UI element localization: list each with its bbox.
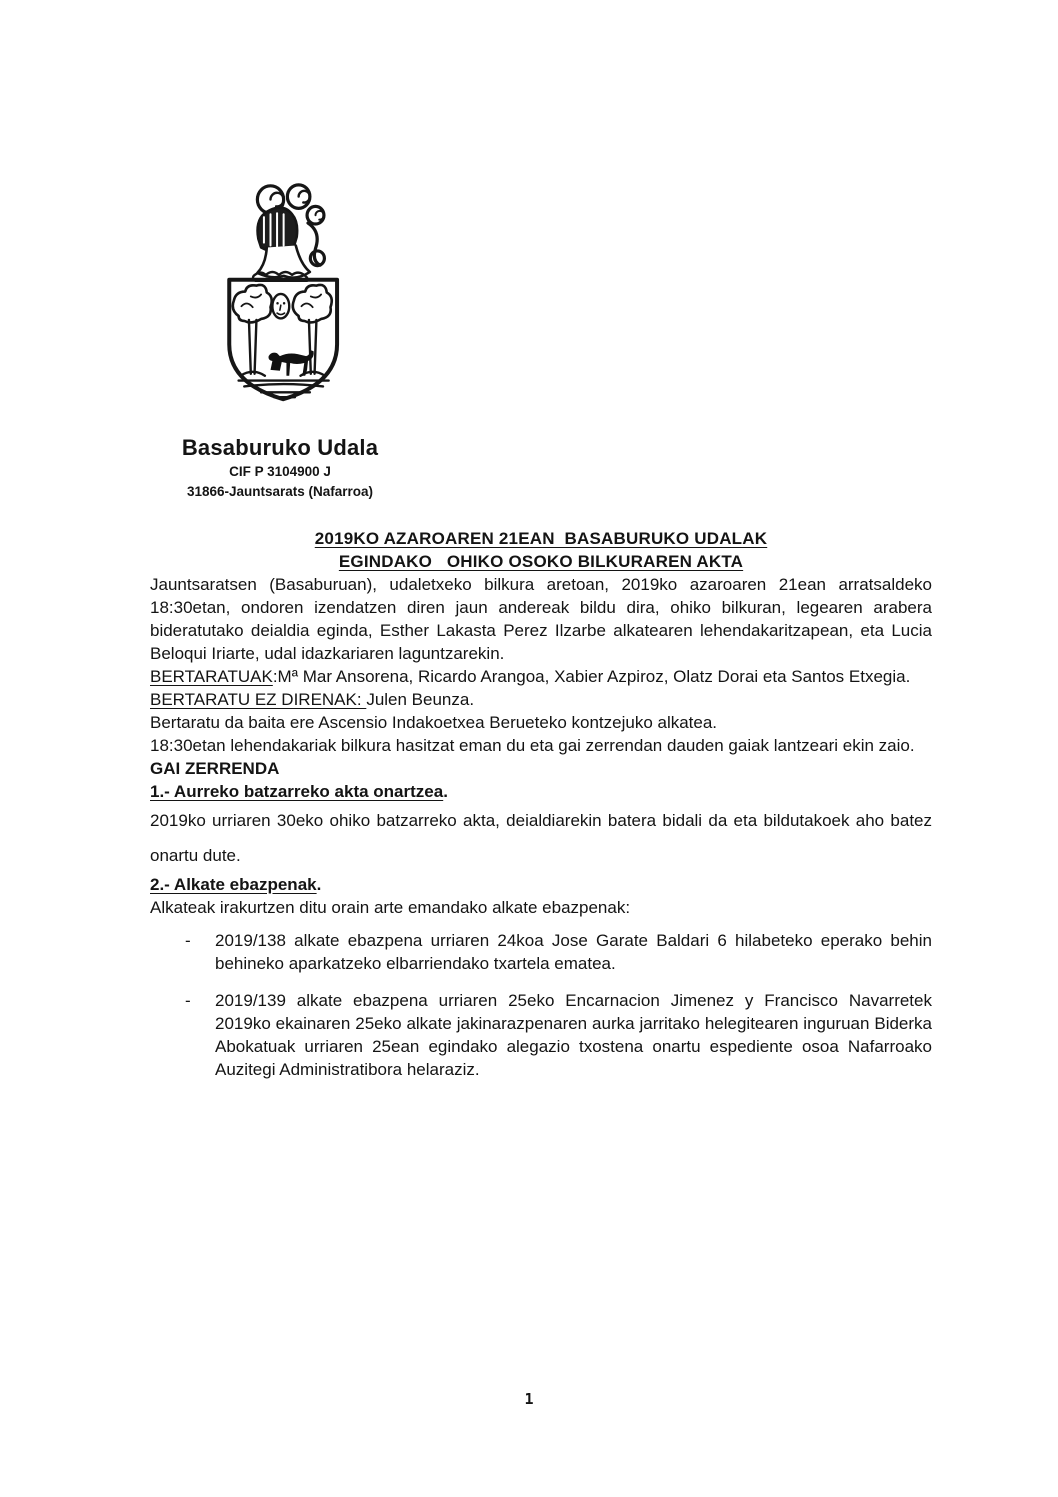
resolution-text-139: 2019/139 alkate ebazpena urriaren 25eko Encarnacion Jimenez y Francisco Navarretek 2019ko ekainaren 25eko alkate jakinarazpenaren aurka jarritako helegitearen inguruan Biderka Abokatuak urriaren 25ean egindako alegazio txostena onartu espediente osoa Nafarroako Auzitegi Administratibora helaraziz. (215, 991, 932, 1079)
agenda-item-1-heading-period: . (443, 782, 448, 801)
agenda-item-1-body: 2019ko urriaren 30eko ohiko batzarreko akta, deialdiarekin batera bidali da eta bildutakoek aho batez onartu dute. (150, 811, 932, 865)
attendees-names: Mª Mar Ansorena, Ricardo Arangoa, Xabier Azpiroz, Olatz Dorai eta Santos Etxegia. (277, 667, 911, 686)
absent-label: BERTARATU EZ DIRENAK: (150, 690, 367, 709)
document-body (150, 527, 932, 1081)
bullet-dash: - (185, 931, 191, 950)
agenda-item-1-heading (150, 780, 932, 803)
attendees-paragraph (150, 665, 932, 688)
resolution-item (150, 989, 932, 1081)
agenda-heading: GAI ZERRENDA (150, 759, 280, 778)
helmet (258, 208, 298, 252)
also-present-paragraph: Bertaratu da baita ere Ascensio Indakoetxea Berueteko kontzejuko alkatea. (150, 713, 718, 732)
organization-cif: CIF P 3104900 J (229, 464, 331, 479)
intro-paragraph: Jauntsaratsen (Basaburuan), udaletxeko bilkura aretoan, 2019ko azaroaren 21ean arratsaldeko 18:30etan, ondoren izendatzen diren jaun andereak bildu dira, ohiko bilkuran, legearen arabera bideratutako deialdia eginda, Esther Lakasta Perez Ilzarbe alkatearen lehendakaritzapean, eta Lucia Beloqui Iriarte, udal idazkariaren laguntzarekin. (150, 575, 932, 663)
attendees-colon: : (272, 667, 278, 686)
session-opening-paragraph: 18:30etan lehendakariak bilkura hasitzat eman du eta gai zerrendan dauden gaiak lantzeari ekin zaio. (150, 736, 915, 755)
document-title-line2: EGINDAKO OHIKO OSOKO BILKURAREN AKTA (338, 552, 744, 571)
resolutions-list (150, 929, 932, 1081)
document-title (150, 527, 932, 573)
bullet-dash: - (185, 991, 191, 1010)
head-charge (272, 294, 289, 318)
helmet-mantle (253, 246, 310, 281)
document-title-line1: 2019KO AZAROAREN 21EAN BASABURUKO UDALAK (314, 529, 768, 548)
organization-name: Basaburuko Udala (181, 435, 379, 460)
absent-paragraph (150, 688, 932, 711)
tree-left (233, 285, 272, 376)
agenda-item-2-heading (150, 873, 932, 896)
organization-address: 31866-Jauntsarats (Nafarroa) (186, 484, 374, 499)
agenda-item-1-heading-text: 1.- Aurreko batzarreko akta onartzea (150, 782, 444, 801)
resolution-text-138: 2019/138 alkate ebazpena urriaren 24koa Jose Garate Baldari 6 hilabeteko eperako behin behineko aparkatzeko elbarriendako txartela ematea. (215, 931, 932, 973)
agenda-item-2-heading-period: . (316, 875, 322, 894)
page-number: 1 (524, 1390, 534, 1408)
agenda-item-2-heading-text: 2.- Alkate ebazpenak (150, 875, 317, 894)
coat-of-arms-icon (218, 178, 368, 408)
agenda-item-2-intro: Alkateak irakurtzen ditu orain arte emandako alkate ebazpenak: (150, 898, 631, 917)
absent-names: Julen Beunza. (366, 690, 475, 709)
resolution-item (150, 929, 932, 975)
letterhead (160, 178, 400, 499)
attendees-label: BERTARATUAK (150, 667, 273, 686)
